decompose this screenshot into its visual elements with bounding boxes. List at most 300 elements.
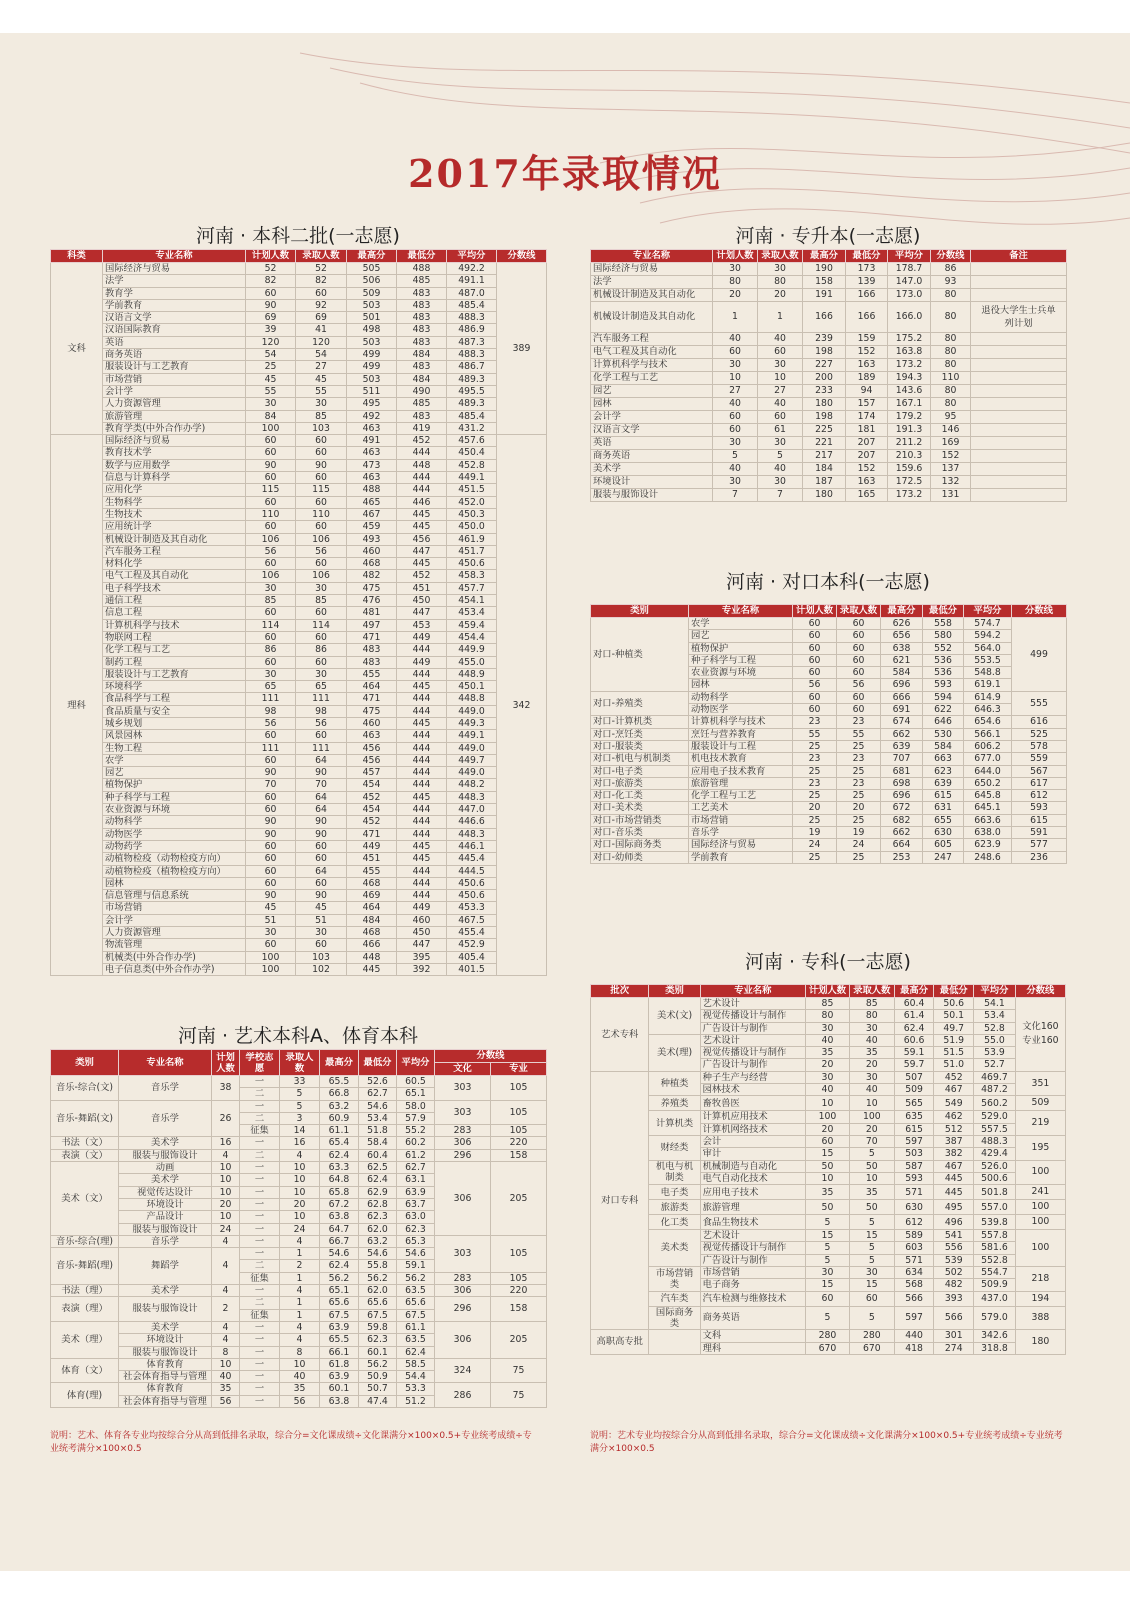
- value-cell: 一: [240, 1223, 280, 1235]
- value-cell: 56.2: [320, 1272, 359, 1284]
- value-cell: 61.1: [397, 1321, 435, 1333]
- value-cell: 444: [397, 816, 447, 828]
- value-cell: 444: [397, 767, 447, 779]
- value-cell: 58.4: [359, 1137, 397, 1149]
- value-cell: 496: [934, 1215, 974, 1230]
- value-cell: 19: [793, 827, 837, 839]
- column-header: 最高分: [881, 605, 923, 618]
- score-line-cell: 525: [1012, 728, 1067, 740]
- value-cell: 581.6: [974, 1242, 1016, 1254]
- score-line-cell: 194: [1015, 1291, 1065, 1306]
- value-cell: 58.0: [397, 1100, 435, 1112]
- table-row: [591, 1096, 1066, 1111]
- value-cell: 53.4: [359, 1112, 397, 1124]
- table-row: [51, 336, 547, 348]
- value-cell: 451.5: [447, 484, 497, 496]
- value-cell: 450.3: [447, 508, 497, 520]
- value-cell: 5: [849, 1148, 894, 1160]
- value-cell: 286: [435, 1383, 491, 1408]
- value-cell: 62.4: [359, 1174, 397, 1186]
- value-cell: 60: [793, 704, 837, 716]
- column-subheader: 文化: [435, 1063, 491, 1076]
- value-cell: 401.5: [447, 963, 497, 975]
- table-row: [591, 437, 1067, 450]
- batch-cell: 高职高专批: [591, 1330, 649, 1355]
- value-cell: 51.2: [397, 1395, 435, 1407]
- major-cell: 园艺: [689, 630, 793, 642]
- value-cell: 45: [246, 373, 296, 385]
- table-row: [51, 791, 547, 803]
- major-cell: 动画: [119, 1162, 212, 1174]
- column-subheader: 专业: [491, 1063, 547, 1076]
- value-cell: 486.7: [447, 361, 497, 373]
- value-cell: 111: [296, 693, 347, 705]
- value-cell: 25: [837, 814, 881, 826]
- table-header-row: [591, 605, 1067, 618]
- category-cell: 音乐-综合(文): [51, 1076, 119, 1101]
- major-cell: 应用电子技术: [700, 1185, 805, 1200]
- value-cell: 105: [491, 1076, 547, 1101]
- value-cell: 469.7: [974, 1071, 1016, 1083]
- value-cell: 60: [806, 1135, 850, 1147]
- value-cell: 27: [713, 385, 758, 398]
- category-cell: 电子类: [649, 1185, 700, 1200]
- value-cell: 220: [491, 1285, 547, 1297]
- table-row: [51, 1137, 547, 1149]
- value-cell: 100: [246, 951, 296, 963]
- value-cell: 682: [881, 814, 923, 826]
- table-row: [591, 716, 1067, 728]
- value-cell: 106: [246, 570, 296, 582]
- score-line-cell: 509: [1015, 1096, 1065, 1111]
- value-cell: 60: [793, 642, 837, 654]
- table-row: [51, 767, 547, 779]
- table-row: [51, 631, 547, 643]
- value-cell: 85: [806, 998, 850, 1010]
- value-cell: 30: [849, 1071, 894, 1083]
- value-cell: 1: [280, 1297, 320, 1309]
- value-cell: 450.6: [447, 877, 497, 889]
- value-cell: 54: [296, 349, 347, 361]
- value-cell: 445.4: [447, 853, 497, 865]
- major-cell: 食品质量与安全: [103, 705, 246, 717]
- value-cell: 60: [246, 865, 296, 877]
- value-cell: 60: [246, 939, 296, 951]
- value-cell: 102: [296, 963, 347, 975]
- value-cell: 495: [347, 398, 397, 410]
- value-cell: 301: [934, 1330, 974, 1342]
- value-cell: 58.5: [397, 1358, 435, 1370]
- value-cell: 184: [803, 463, 846, 476]
- value-cell: 549: [934, 1096, 974, 1111]
- major-cell: 音乐学: [119, 1235, 212, 1247]
- column-header: 最高分: [894, 985, 934, 998]
- value-cell: 60: [296, 656, 347, 668]
- value-cell: 80: [806, 1010, 850, 1022]
- value-cell: 444: [397, 754, 447, 766]
- major-cell: 广告设计与制作: [700, 1022, 805, 1034]
- table-row: [51, 1149, 547, 1161]
- score-line-cell: 615: [1012, 814, 1067, 826]
- value-cell: 645.8: [964, 790, 1012, 802]
- table-row: [591, 827, 1067, 839]
- value-cell: 548.8: [964, 667, 1012, 679]
- value-cell: 60: [806, 1291, 850, 1306]
- column-header: 最高分: [803, 250, 846, 263]
- value-cell: 491.1: [447, 275, 497, 287]
- major-cell: 植物保护: [689, 642, 793, 654]
- value-cell: 303: [435, 1076, 491, 1101]
- table-row: [51, 1162, 547, 1174]
- remark-cell: [971, 359, 1067, 372]
- category-cell: 音乐-舞蹈(理): [51, 1248, 119, 1285]
- value-cell: 39: [246, 324, 296, 336]
- column-header: 类别: [649, 985, 700, 998]
- major-cell: 机械制造与自动化: [700, 1160, 805, 1172]
- score-line-cell: 612: [1012, 790, 1067, 802]
- major-cell: 制药工程: [103, 656, 246, 668]
- value-cell: 111: [246, 742, 296, 754]
- table-row: [51, 1358, 547, 1370]
- remark-cell: [971, 489, 1067, 502]
- category-cell: 理科: [51, 435, 103, 976]
- major-cell: 化学工程与工艺: [591, 372, 713, 385]
- value-cell: 100: [246, 963, 296, 975]
- column-header: 最低分: [359, 1050, 397, 1076]
- major-cell: 动物医学: [689, 704, 793, 716]
- table-row: [591, 263, 1067, 276]
- major-cell: 物联网工程: [103, 631, 246, 643]
- value-cell: 457.7: [447, 582, 497, 594]
- score-line-cell: 文化160 专业160: [1015, 998, 1065, 1072]
- major-cell: 会计学: [103, 385, 246, 397]
- value-cell: 698: [881, 777, 923, 789]
- major-cell: 电气自动化技术: [700, 1172, 805, 1184]
- value-cell: 663.6: [964, 814, 1012, 826]
- major-cell: 市场营销: [700, 1267, 805, 1279]
- value-cell: 25: [246, 361, 296, 373]
- value-cell: 7: [713, 489, 758, 502]
- value-cell: 60: [713, 346, 758, 359]
- value-cell: 50: [849, 1160, 894, 1172]
- major-cell: 会计: [700, 1135, 805, 1147]
- value-cell: 40: [713, 333, 758, 346]
- value-cell: 55: [793, 728, 837, 740]
- value-cell: 210.3: [888, 450, 931, 463]
- score-line-cell: 389: [497, 263, 547, 435]
- score-line-cell: 342: [497, 435, 547, 976]
- table-row: [51, 422, 547, 434]
- table-row: [591, 359, 1067, 372]
- value-cell: 4: [280, 1334, 320, 1346]
- value-cell: 30: [758, 437, 803, 450]
- value-cell: 60: [246, 558, 296, 570]
- value-cell: 105: [491, 1235, 547, 1272]
- score-line-cell: 100: [1015, 1200, 1065, 1215]
- value-cell: 444: [397, 742, 447, 754]
- table-row: [591, 777, 1067, 789]
- major-cell: 英语: [103, 336, 246, 348]
- value-cell: 198: [803, 411, 846, 424]
- major-cell: 国际经济与贸易: [103, 263, 246, 275]
- value-cell: 60: [837, 704, 881, 716]
- value-cell: 51: [246, 914, 296, 926]
- value-cell: 90: [296, 816, 347, 828]
- value-cell: 120: [296, 336, 347, 348]
- value-cell: 30: [713, 476, 758, 489]
- value-cell: 444: [397, 472, 447, 484]
- value-cell: 62.0: [359, 1223, 397, 1235]
- value-cell: 211.2: [888, 437, 931, 450]
- table-row: [51, 816, 547, 828]
- table-row: [51, 877, 547, 889]
- table-row: [591, 1291, 1066, 1306]
- major-cell: 环境设计: [119, 1198, 212, 1210]
- value-cell: 5: [758, 450, 803, 463]
- value-cell: 483: [397, 336, 447, 348]
- page-title: 2017年录取情况: [408, 151, 722, 196]
- value-cell: 597: [894, 1135, 934, 1147]
- major-cell: 视觉传播设计与制作: [700, 1010, 805, 1022]
- major-cell: 电气工程及其自动化: [103, 570, 246, 582]
- value-cell: 25: [837, 790, 881, 802]
- value-cell: 90: [296, 767, 347, 779]
- table-row: [51, 361, 547, 373]
- table-row: [51, 447, 547, 459]
- value-cell: 60: [296, 607, 347, 619]
- score-line-cell: 241: [1015, 1185, 1065, 1200]
- value-cell: 483: [397, 410, 447, 422]
- major-cell: 学前教育: [689, 851, 793, 863]
- value-cell: 493: [347, 533, 397, 545]
- table-row: [51, 927, 547, 939]
- table-row: [591, 790, 1067, 802]
- value-cell: 80: [931, 289, 971, 302]
- major-cell: 数学与应用数学: [103, 459, 246, 471]
- value-cell: 65.1: [397, 1088, 435, 1100]
- value-cell: 51.5: [934, 1047, 974, 1059]
- category-cell: 音乐-综合(理): [51, 1235, 119, 1247]
- table-row: [591, 851, 1067, 863]
- value-cell: 621: [881, 654, 923, 666]
- table-row: [591, 1111, 1066, 1123]
- table-header-row: [51, 1050, 547, 1063]
- batch-cell: 艺术专科: [591, 998, 649, 1072]
- value-cell: 10: [849, 1172, 894, 1184]
- value-cell: 449.9: [447, 644, 497, 656]
- major-cell: 理科: [700, 1342, 805, 1354]
- value-cell: 25: [837, 765, 881, 777]
- value-cell: 419: [397, 422, 447, 434]
- value-cell: 452: [347, 816, 397, 828]
- value-cell: 61.2: [397, 1149, 435, 1161]
- table-header-row: [591, 250, 1067, 263]
- value-cell: 55.2: [397, 1125, 435, 1137]
- column-header: 计划人数: [713, 250, 758, 263]
- value-cell: 4: [212, 1321, 240, 1333]
- value-cell: 674: [881, 716, 923, 728]
- value-cell: 247: [923, 851, 964, 863]
- category-cell: 表演（理）: [51, 1297, 119, 1322]
- value-cell: 481: [347, 607, 397, 619]
- value-cell: 51: [296, 914, 347, 926]
- value-cell: 454.4: [447, 631, 497, 643]
- remark-cell: [971, 398, 1067, 411]
- value-cell: 501: [347, 312, 397, 324]
- major-cell: 市场营销: [689, 814, 793, 826]
- value-cell: 2: [212, 1297, 240, 1322]
- major-cell: 化学工程与工艺: [103, 644, 246, 656]
- value-cell: 449: [397, 631, 447, 643]
- major-cell: 机械设计制造及其自动化: [591, 289, 713, 302]
- value-cell: 475: [347, 705, 397, 717]
- major-cell: 生物技术: [103, 508, 246, 520]
- value-cell: 444: [397, 804, 447, 816]
- value-cell: 405.4: [447, 951, 497, 963]
- score-line-cell: 100: [1015, 1230, 1065, 1267]
- column-header: 最低分: [923, 605, 964, 618]
- category-cell: 机电与机制类: [649, 1160, 700, 1185]
- value-cell: 467: [934, 1160, 974, 1172]
- section-title-duikou-benke: 河南 · 对口本科(一志愿): [726, 571, 930, 593]
- value-cell: 23: [793, 777, 837, 789]
- column-header: 学校志愿: [240, 1050, 280, 1076]
- value-cell: 16: [212, 1137, 240, 1149]
- column-header: 计划人数: [212, 1050, 240, 1076]
- column-header: 平均分: [974, 985, 1016, 998]
- table-row: [51, 312, 547, 324]
- value-cell: 100: [849, 1111, 894, 1123]
- column-header: 最低分: [934, 985, 974, 998]
- table-row: [591, 302, 1067, 333]
- value-cell: 10: [758, 372, 803, 385]
- value-cell: 190: [803, 263, 846, 276]
- value-cell: 15: [806, 1279, 850, 1291]
- value-cell: 489.3: [447, 373, 497, 385]
- value-cell: 69: [296, 312, 347, 324]
- table-row: [51, 939, 547, 951]
- value-cell: 152: [931, 450, 971, 463]
- category-cell: 体育(理): [51, 1383, 119, 1408]
- value-cell: 100: [806, 1111, 850, 1123]
- value-cell: 92: [296, 299, 347, 311]
- value-cell: 449.7: [447, 754, 497, 766]
- value-cell: 40: [849, 1084, 894, 1096]
- major-cell: 动植物检疫（动物检疫方向）: [103, 853, 246, 865]
- value-cell: 40: [758, 398, 803, 411]
- major-cell: 美术学: [119, 1285, 212, 1297]
- value-cell: 5: [806, 1242, 850, 1254]
- value-cell: 65.4: [320, 1137, 359, 1149]
- major-cell: 人力资源管理: [103, 398, 246, 410]
- value-cell: 一: [240, 1371, 280, 1383]
- value-cell: 638.0: [964, 827, 1012, 839]
- value-cell: 60: [296, 496, 347, 508]
- value-cell: 85: [296, 595, 347, 607]
- value-cell: 60.2: [397, 1137, 435, 1149]
- major-cell: 商务英语: [591, 450, 713, 463]
- value-cell: 66.1: [320, 1346, 359, 1358]
- table-row: [591, 1160, 1066, 1172]
- value-cell: 612: [894, 1215, 934, 1230]
- major-cell: 社会体育指导与管理: [119, 1371, 212, 1383]
- table-row: [51, 1285, 547, 1297]
- value-cell: 60: [837, 642, 881, 654]
- value-cell: 二: [240, 1088, 280, 1100]
- table-row: [51, 779, 547, 791]
- value-cell: 2: [280, 1260, 320, 1272]
- column-header: 批次: [591, 985, 649, 998]
- value-cell: 60: [837, 654, 881, 666]
- value-cell: 503: [347, 336, 397, 348]
- score-line-cell: 593: [1012, 802, 1067, 814]
- score-line-cell: 195: [1015, 1135, 1065, 1160]
- value-cell: 178.7: [888, 263, 931, 276]
- value-cell: 10: [280, 1186, 320, 1198]
- major-cell: 广告设计与制作: [700, 1254, 805, 1266]
- value-cell: 449.0: [447, 705, 497, 717]
- value-cell: 94: [846, 385, 888, 398]
- value-cell: 54.6: [359, 1248, 397, 1260]
- major-cell: 应用化学: [103, 484, 246, 496]
- value-cell: 86: [296, 644, 347, 656]
- value-cell: 458.3: [447, 570, 497, 582]
- value-cell: 552.8: [974, 1254, 1016, 1266]
- value-cell: 20: [212, 1198, 240, 1210]
- value-cell: 509: [894, 1084, 934, 1096]
- major-cell: 机电技术教育: [689, 753, 793, 765]
- value-cell: 464: [347, 681, 397, 693]
- value-cell: 30: [713, 359, 758, 372]
- table-row: [51, 595, 547, 607]
- table-row: [591, 1267, 1066, 1279]
- category-cell: 美术类: [649, 1230, 700, 1267]
- table-row: [51, 607, 547, 619]
- value-cell: 40: [849, 1034, 894, 1046]
- value-cell: 54.6: [397, 1248, 435, 1260]
- value-cell: 221: [803, 437, 846, 450]
- value-cell: 635: [894, 1111, 934, 1123]
- value-cell: 509: [347, 287, 397, 299]
- value-cell: 75: [491, 1383, 547, 1408]
- value-cell: 60: [246, 754, 296, 766]
- major-cell: 艺术设计: [700, 998, 805, 1010]
- major-cell: 社会体育指导与管理: [119, 1395, 212, 1407]
- major-cell: 体育教育: [119, 1383, 212, 1395]
- value-cell: 14: [280, 1125, 320, 1137]
- value-cell: 10: [280, 1358, 320, 1370]
- value-cell: 64: [296, 791, 347, 803]
- column-header: 类别: [591, 605, 689, 618]
- value-cell: 10: [212, 1358, 240, 1370]
- table-row: [591, 1135, 1066, 1147]
- value-cell: 二: [240, 1149, 280, 1161]
- value-cell: 一: [240, 1137, 280, 1149]
- value-cell: 484: [397, 373, 447, 385]
- value-cell: 30: [246, 927, 296, 939]
- table-row: [51, 410, 547, 422]
- value-cell: 463: [347, 730, 397, 742]
- value-cell: 38: [212, 1076, 240, 1101]
- table-row: [591, 385, 1067, 398]
- value-cell: 5: [806, 1254, 850, 1266]
- value-cell: 553.5: [964, 654, 1012, 666]
- value-cell: 489.3: [447, 398, 497, 410]
- value-cell: 495: [934, 1200, 974, 1215]
- value-cell: 62.8: [359, 1198, 397, 1210]
- value-cell: 54.4: [397, 1371, 435, 1383]
- major-cell: 机械类(中外合作办学): [103, 951, 246, 963]
